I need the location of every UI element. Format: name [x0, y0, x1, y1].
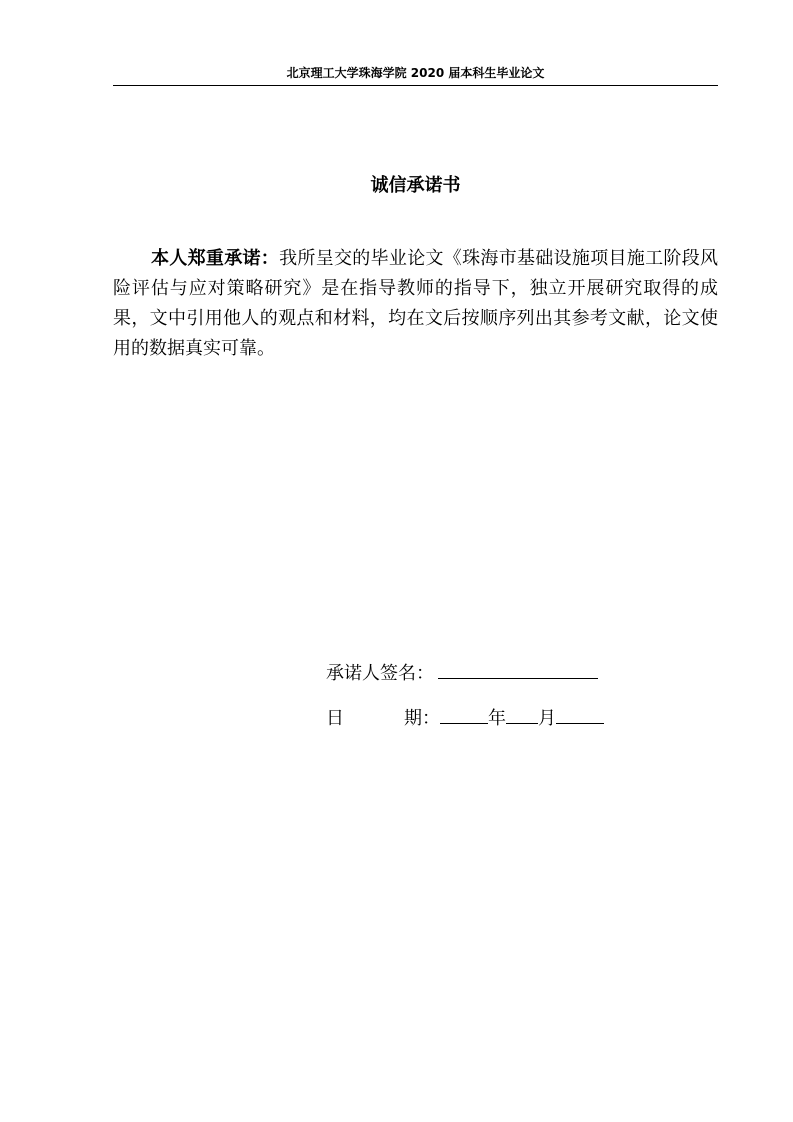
signature-row — [326, 660, 598, 687]
pledge-body: 我所呈交的毕业论文《珠海市基础设施项目施工阶段风险评估与应对策略研究》是在指导教师的指导下，独立开展研究取得的成果，文中引用他人的观点和材料，均在文后按顺序列出其参考文献，论文使用的数据真实可靠。 — [113, 248, 719, 359]
page-header: 北京理工大学珠海学院 2020 届本科生毕业论文 — [286, 66, 545, 80]
pledge-lead: 本人郑重承诺： — [151, 248, 280, 269]
day-blank[interactable] — [556, 705, 604, 724]
pledge-paragraph — [113, 244, 718, 364]
month-unit: 月 — [538, 708, 556, 729]
month-blank[interactable] — [506, 705, 538, 724]
year-unit: 年 — [488, 708, 506, 729]
header-divider — [113, 85, 718, 86]
signature-label: 承诺人签名： — [326, 663, 434, 684]
date-label-period: 期： — [404, 708, 440, 729]
page-title: 诚信承诺书 — [370, 175, 461, 196]
date-row — [326, 705, 604, 732]
year-blank[interactable] — [440, 705, 488, 724]
signature-blank[interactable] — [438, 660, 598, 679]
date-label-day: 日 — [326, 708, 344, 729]
